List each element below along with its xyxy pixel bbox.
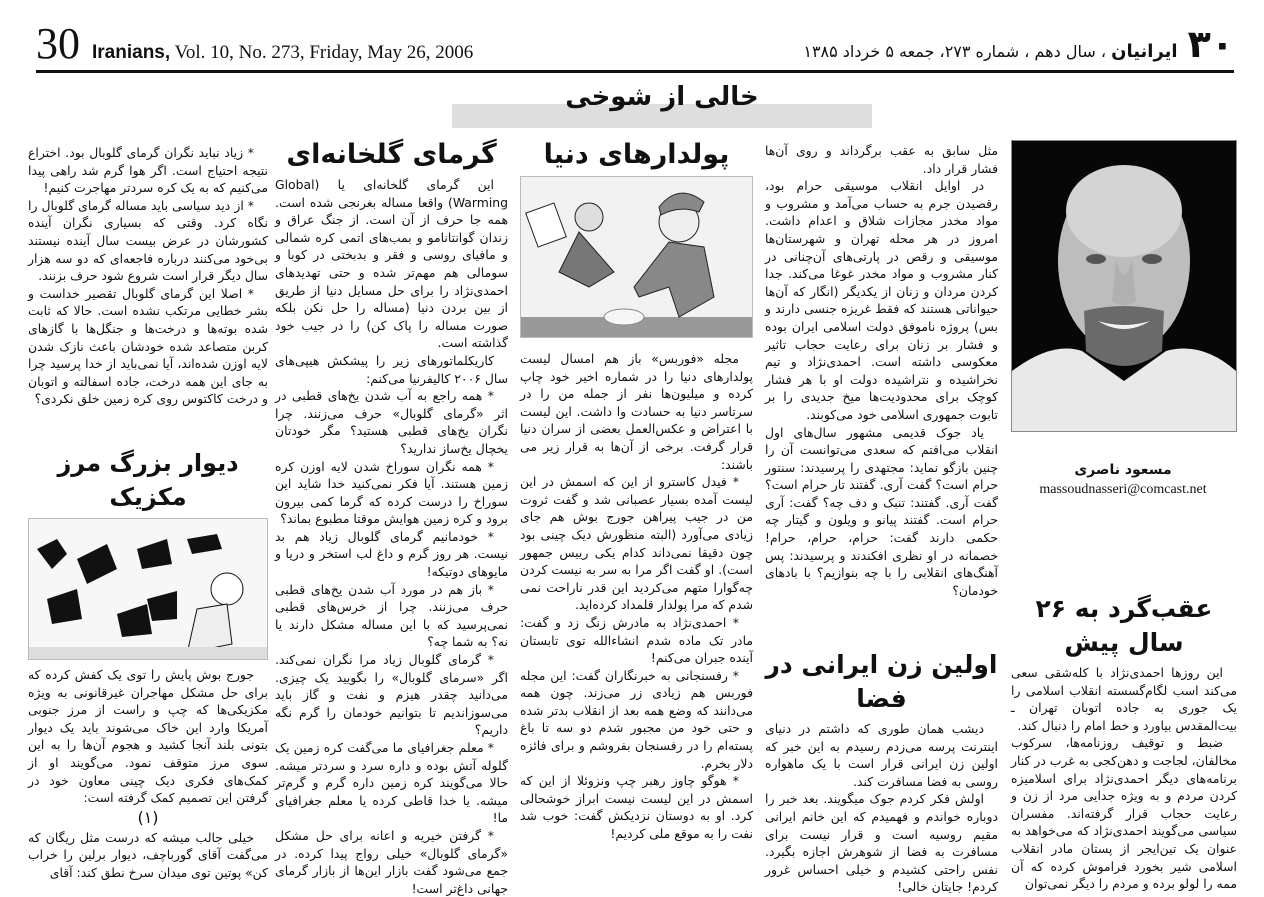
issue-details-persian: ، سال دهم ، شماره ۲۷۳، جمعه ۵ خرداد ۱۳۸۵ xyxy=(803,42,1106,61)
paragraph: * معلم جغرافیای ما می‌گفت کره زمین یک گلوله آتش بوده و داره سرد و سردتر میشه. حالا می‌گویند کره زمین داره گرم و گرم‌تر میشه. یا خدا قاطی کرده یا معلم جغرافیای ما! xyxy=(275,740,508,826)
headline-back-26-years: عقب‌گرد به ۲۶ سال پیش xyxy=(1035,594,1213,657)
paragraph: کاریکلماتورهای زیر را پیشکش هیپی‌های سال ۲۰۰۶ کالیفرنیا می‌کنم: xyxy=(275,352,508,386)
paragraph: * زیاد نباید نگران گرمای گلوبال بود. اختراع نتیجه احتیاج است. اگر هوا گرم شد راهی پیدا می‌کنیم که به یک کره سردتر مهاجرت کنیم! xyxy=(28,145,268,196)
article-column-4 xyxy=(28,144,268,408)
article-back-26-years xyxy=(1011,592,1237,893)
publication-name-persian: ایرانیان xyxy=(1111,41,1178,62)
author-portrait-photo xyxy=(1011,140,1237,432)
paragraph: اولش فکر کردم جوک میگویند. بعد خبر را دوباره خواندم و فهمیدم که این خانم ایرانی مقیم روسیه است و قرار نیست برای مسافرت به فضا از شوهرش اجازه بگیرد. نفس راحتی کشیدم و خیلی احساس غرور کردم! جایتان خالی! xyxy=(765,791,998,895)
author-name: مسعود ناصری xyxy=(1074,462,1172,478)
issue-details-english: Vol. 10, No. 273, Friday, May 26, 2006 xyxy=(174,42,474,63)
paragraph: * همه نگران سوراخ شدن لایه اوزن کره زمین هستند. آیا فکر نمی‌کنید خدا شاید این سوراخ را درست کرده که گرما کمی بیرون برود و کره زمین هوایش موقتا مطبوع بماند؟ xyxy=(275,458,508,527)
author-email[interactable]: massoudnasseri@comcast.net xyxy=(1039,482,1207,497)
paragraph: * احمدی‌نژاد به مادرش زنگ زد و گفت: مادر تک ماده شدم انشاءالله توی تابستان آینده جبران می‌کنم! xyxy=(520,614,753,666)
paragraph: دیشب همان طوری که داشتم در دنیای اینترنت پرسه می‌زدم رسیدم به این خبر که اولین زن ایرانی قرار است با یک ماهواره روسی به فضا مسافرت کند. xyxy=(765,721,998,789)
section-title: خالی از شوخی xyxy=(565,82,759,112)
headline-first-iranian-woman-in-space: اولین زن ایرانی در فضا xyxy=(765,650,998,713)
headline-mexico-border-wall: دیوار بزرگ مرز مکزیک xyxy=(57,449,239,511)
paragraph: ضبط و توقیف روزنامه‌ها، سرکوب مخالفان، لجاجت و دهن‌کجی به غرب در کنار برنامه‌های دیگر احمدی‌نژاد برای اسلامیزه کردن مردم و به ویژه جدایی مرد از زن و رعایت حجاب قرار گرفته‌اند. مفسران سیاسی می‌گویند احمدی‌نژاد که می‌خواهد به عنوان یک تین‌ایجر از پستان مادر انقلاب اسلامی شیر بخورد فراموش کرده که آن ممه را لولو برده و مردم را دیگر نمی‌توان xyxy=(1011,735,1237,892)
article-first-iranian-woman-in-space xyxy=(765,648,998,896)
paragraph: جورج بوش پایش را توی یک کفش کرده که برای حل مشکل مهاجران غیرقانونی به ویژه مکزیکی‌ها که چپ و راست از مرز جنوبی آمریکا وارد این خاک می‌شوند باید یک دیوار بتونی بلند آنجا کشید و هجوم آن‌ها را به این سوی مرز متوقف نمود. می‌گویند او از کمک‌های فکری دیک چینی معاون خود در گرفتن این تصمیم کمک گرفته است: xyxy=(28,667,268,806)
paragraph: * هوگو چاوز رهبر چپ ونزوئلا از این که اسمش در این لیست نیست ابراز خوشحالی کرد. او به دوستان نزدیکش گفت: خوب شد نفت را به موقع ملی کردیم! xyxy=(520,773,753,842)
paragraph: * گرمای گلوبال زیاد مرا نگران نمی‌کند. اگر «سرمای گلوبال» را بگویید یک چیزی. می‌دانید چقدر هیزم و نفت و گاز باید می‌سوزاندیم تا بتوانیم خودمان را گرم نگه داریم؟ xyxy=(275,652,508,738)
paragraph: * از دید سیاسی باید مساله گرمای گلوبال را نگاه کرد. وقتی که بسیاری نگران آینده کشورشان در عرض بیست سال آینده نیستند بی‌خود می‌کنند درباره فاجعه‌ای که دو سه هزار سال دیگر قرار است شروع شود حرف بزنند. xyxy=(28,197,268,284)
masthead-english xyxy=(36,19,474,68)
paragraph: در اوایل انقلاب موسیقی حرام بود، رقصیدن جرم به حساب می‌آمد و مشروب و مواد مخدر مجازات شلاق و اعدام داشت. امروز در هر محله تهران و شهرستان‌ها موسیقی و رقص در پارتی‌های آن‌چنانی در کنار مشروب و مواد مخدر غوغا می‌کند. جدا کردن مردان و زنان از یکدیگر (انگار که آن‌ها حیواناتی هستند که فقط غریزه جنسی دارند و بس) پروژه ناموفق دولت اسلامی ایران بوده و فشار بر زنان برای رعایت حجاب تاثیر معکوسی داشته است. احمدی‌نژاد و تیم نخراشیده و نتراشیده دولت او با هر فشار کوچک برای محدودیت‌ها میخ جدیدی را بر تابوت جمهوری اسلامی خود می‌کوبند. xyxy=(765,178,998,422)
issue-info-persian xyxy=(803,41,1177,62)
paragraph: * همه راجع به آب شدن یخ‌های قطبی در اثر «گرمای گلوبال» حرف می‌زنند. چرا نگران یخ‌های قطبی هستید؟ مگر خودتان یخچال یخ‌ساز ندارید؟ xyxy=(275,388,508,456)
page-number-persian: ۳۰ xyxy=(1187,22,1234,66)
paragraph: * خودمانیم گرمای گلوبال زیاد هم بد نیست. هر روز گرم و داغ لب استخر و دریا و مایوهای دوتیکه! xyxy=(275,528,508,580)
paragraph: مثل سابق به عقب برگرداند و روی آن‌ها فشار قرار داد. xyxy=(765,143,998,176)
paragraph: * باز هم در مورد آب شدن یخ‌های قطبی حرف می‌زنند. چرا از خرس‌های قطبی نمی‌پرسید که با این مساله مشکل دارند یا نه؟ به شما چه؟ xyxy=(275,581,508,650)
article-greenhouse-warming xyxy=(275,138,508,897)
page-number-english: 30 xyxy=(36,19,80,68)
paragraph: * اصلا این گرمای گلوبال تقصیر خداست و بشر خطایی مرتکب نشده است. حالا که ثابت شده بوته‌ها و درخت‌ها و جنگل‌ها با گازهای کربن متصاعد شده خودشان باعث نازک شدن لایه اوزن شده‌اند، آیا نمی‌باید از خدا پرسید چرا به جای این همه درخت، جاده اسفالته و اتوبان و درخت کاکتوس روی کره زمین خلق نکردی؟ xyxy=(28,285,268,407)
article-world-richest xyxy=(520,138,753,843)
masthead-persian xyxy=(803,22,1234,66)
paragraph: * فیدل کاسترو از این که اسمش در این لیست آمده بسیار عصبانی شد و گفت ثروت من در جیب پیراهن جورج بوش هم جای زیادی می‌آورد (البته منظورش دیک چینی بود چون دقیقا نمی‌داند کدام یکی رییس جمهور است). او گفت اگر مرا به سر به نیست کردن چه‌گوارا متهم می‌کردید این قدر ناراحت نمی شدم که مرا پولدار قلمداد کرده‌اید. xyxy=(520,474,753,613)
paragraph: * گرفتن خیریه و اعانه برای حل مشکل «گرمای گلوبال» خیلی رواج پیدا کرده. در جمع می‌شود گفت بازار این‌ها از بازار گرمای جهانی داغ‌تر است! xyxy=(275,827,508,896)
headline-world-richest: پولدارهای دنیا xyxy=(543,139,730,170)
cartoon-bush-crows-icon xyxy=(28,518,268,660)
cartoon-castro-kicking-icon xyxy=(520,176,753,338)
paragraph: خیلی جالب میشه که درست مثل ریگان که می‌گفت آقای گورباچف، دیوار برلین را خراب کن» پوتین توی میدان سرخ نطق کند: آقای xyxy=(28,829,268,880)
article-column-1 xyxy=(765,142,998,599)
author-portrait-icon xyxy=(1012,141,1236,431)
issue-info-english xyxy=(92,42,473,64)
part-number: (۱) xyxy=(137,807,159,827)
article-mexico-border-wall xyxy=(28,446,268,882)
paragraph: یاد جوک قدیمی مشهور سال‌های اول انقلاب می‌افتم که سعدی می‌توانست آن را چنین بازگو نماید: مجتهدی را پرسیدند: سنتور حرام است؟ گفت آری. گفتند تار حرام است؟ گفت آری. گفتند: تنبک و دف چه؟ گفت: آری حرام است. گفتند پیانو و ویلون و گیتار چه حکمی دارند گفت: حرام، حرام، حرام! خصمانه در او نظری افکندند و پرسیدند: پس آهنگ‌های انقلابی را با چه بنوازیم؟ با بادهای خودمان؟ xyxy=(765,424,998,598)
headline-greenhouse-warming: گرمای گلخانه‌ای xyxy=(286,139,497,170)
paragraph: این گرمای گلخانه‌ای یا (Global Warming) واقعا مساله بغرنجی شده است. همه جا حرف از آن است. از جنگ عراق و زندان گوانتانامو و بمب‌های اتمی کره شمالی و مافیای روسی و فقر و بدبختی در کوبا و سومالی هم مهم‌تر شده و حتی تهدیدهای احمدی‌نژاد را برای حل مسایل دنیا از طریق از بین بردن دنیا (مساله را حل نکن بلکه صورت مساله را پاک کن) را در جیب خود گذاشته است. xyxy=(275,177,508,351)
publication-name-english: Iranians, xyxy=(92,42,171,63)
paragraph: * رفسنجانی به خبرنگاران گفت: این مجله فوربس هم زیادی زر می‌زند. چون همه می‌دانند که وضع همه بعد از انقلاب بدتر شده و حتی خود من مجبور شدم دو سه تا باغ پسته‌ام را در رفسنجان بفروشم و برای فائزه دلار بخرم. xyxy=(520,667,753,771)
header-rule xyxy=(36,70,1234,73)
paragraph: مجله «فوربس» باز هم امسال لیست پولدارهای دنیا را در شماره اخیر خود چاپ کرده و میلیون‌ها نفر از جمله من را در سرتاسر دنیا به حسادت وا داشت. این لیست با اعتراض و عکس‌العمل بعضی از سران دنیا قرار گرفت. برخی از آن‌ها به قرار زیر می باشند: xyxy=(520,351,753,472)
paragraph: این روزها احمدی‌نژاد با کله‌شقی سعی می‌کند اسب لگام‌گسسته انقلاب اسلامی را یک جوری به جاده اتوبان تهران ـ بیت‌المقدس بیاورد و خط امام را دنبال کند. xyxy=(1011,665,1237,733)
